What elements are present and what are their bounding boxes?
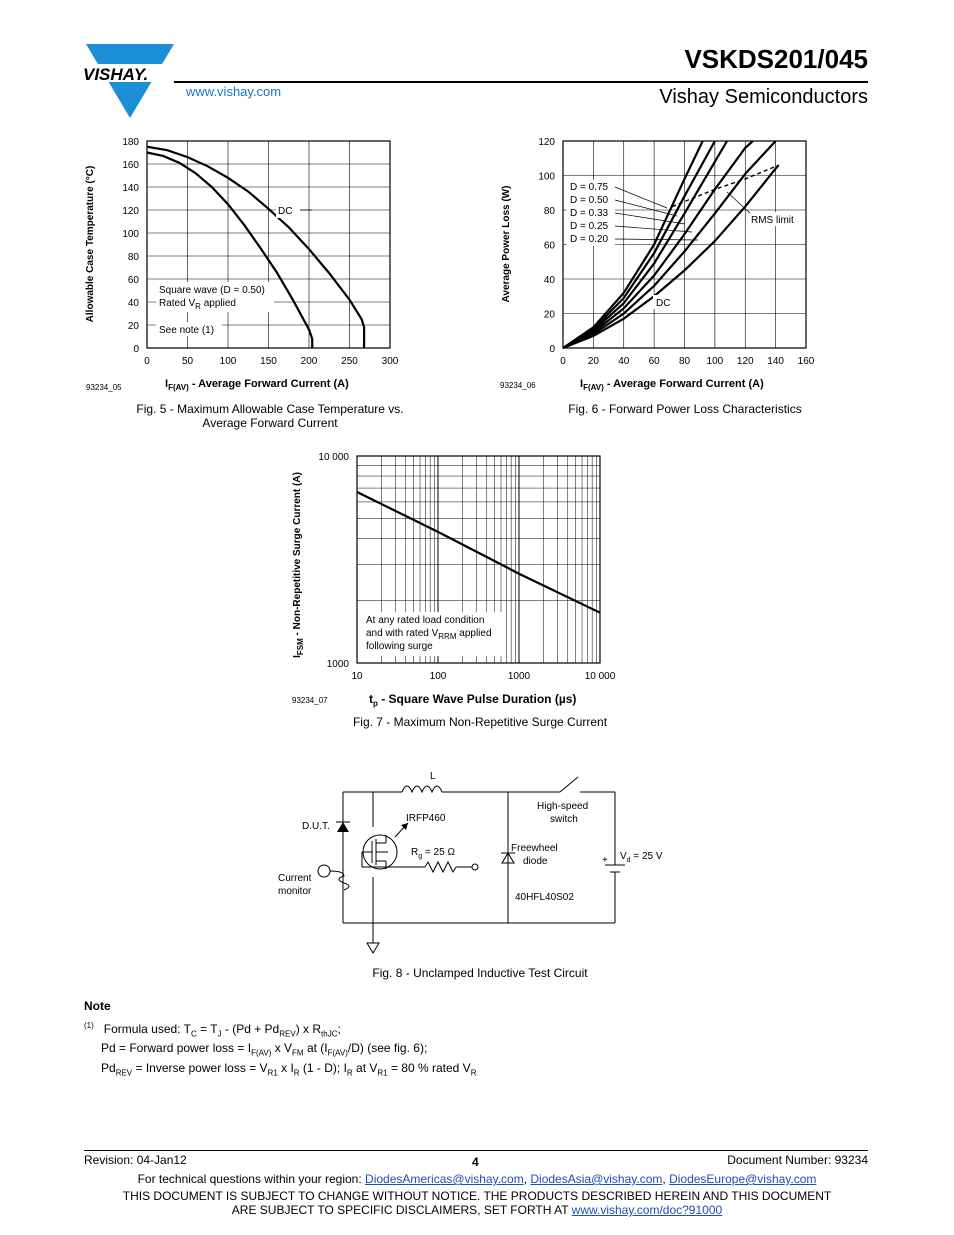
fig6-label-d050: D = 0.50 (570, 195, 609, 206)
disclaimer-link[interactable]: www.vishay.com/doc?91000 (571, 1203, 723, 1217)
x-tick-label: 120 (736, 356, 754, 367)
series-line-square-wave-d-0-50- (147, 153, 312, 349)
x-tick-label: 10 000 (584, 671, 616, 682)
x-tick-label: 150 (260, 356, 277, 367)
y-tick-label: 20 (543, 309, 555, 321)
fig6-label-d075: D = 0.75 (570, 182, 609, 193)
x-tick-label: 250 (341, 356, 358, 367)
y-tick-label: 60 (127, 275, 139, 286)
x-tick-label: 160 (797, 356, 815, 367)
x-tick-label: 100 (219, 356, 237, 367)
y-tick-label: 60 (543, 240, 555, 252)
fig7-code: 93234_07 (292, 696, 328, 705)
x-tick-label: 20 (587, 356, 599, 367)
y-tick-label: 10 000 (318, 452, 349, 463)
logo-text: VISHAY. (83, 65, 149, 84)
fig8-caption: Fig. 8 - Unclamped Inductive Test Circuit (372, 966, 588, 980)
series-line-main (357, 492, 600, 613)
note-line1: $^{(1)}$ Formula used: $T_C = T_J - (Pd + Pd_{REV})$ x $R_{thJC}$; (84, 1021, 341, 1039)
x-tick-label: 300 (381, 356, 399, 367)
footer-doc-number: Document Number: 93234 (727, 1153, 868, 1167)
website-link[interactable]: www.vishay.com (186, 84, 282, 99)
footer-rule (84, 1150, 868, 1151)
y-tick-label: 120 (122, 206, 139, 217)
y-tick-label: 140 (122, 183, 139, 194)
label-diode: diode (523, 856, 548, 867)
fig6-chart (495, 130, 825, 395)
part-number-title: VSKDS201/045 (684, 44, 868, 74)
disclaimer-line2-prefix: ARE SUBJECT TO SPECIFIC DISCLAIMERS, SET FORTH AT (231, 1203, 572, 1217)
vishay-logo (82, 44, 178, 118)
label-high-speed: High-speed (537, 801, 589, 812)
fig5-caption-line1: Fig. 5 - Maximum Allowable Case Temperature vs. (136, 402, 404, 416)
label-vd: $V_d = 25$ V (620, 851, 663, 864)
fig7-chart (285, 445, 625, 710)
fig5-x-axis-label: $I_{F(AV)}$ - Average Forward Current (A) (165, 378, 349, 392)
header-rule (174, 81, 868, 83)
fig6-label-d025: D = 0.25 (570, 221, 609, 232)
fig7-caption: Fig. 7 - Maximum Non-Repetitive Surge Current (352, 715, 608, 729)
y-tick-label: 100 (122, 229, 139, 240)
fig6-caption: Fig. 6 - Forward Power Loss Characteristics (568, 402, 802, 416)
contact-prefix: For technical questions within your region: (137, 1172, 366, 1186)
company-subtitle: Vishay Semiconductors (659, 86, 868, 108)
note-heading: Note (84, 999, 111, 1013)
footer-page: 4 (472, 1155, 479, 1169)
y-tick-label: 180 (122, 137, 139, 148)
footer-contact (0, 1172, 954, 1186)
note-line3-text: Pd (101, 1060, 116, 1075)
y-tick-label: 160 (122, 160, 139, 171)
leader-d020 (615, 239, 698, 240)
note-line2-text: Pd = Forward power loss = I (101, 1041, 252, 1056)
contact-sep1: , (523, 1172, 531, 1186)
label-dut: D.U.T. (302, 821, 330, 832)
label-plus: + (602, 855, 608, 866)
x-tick-label: 10 (351, 671, 363, 682)
fig5-chart (80, 130, 410, 395)
y-tick-label: 40 (543, 275, 555, 286)
label-switch: switch (550, 814, 578, 825)
fig5-see-note-label: See note (1) (159, 325, 215, 336)
label-rg: $R_g = 25$ Ω (411, 847, 455, 860)
leader-d025 (615, 226, 692, 232)
footer-revision: Revision: 04-Jan12 (84, 1153, 187, 1167)
label-monitor: monitor (278, 886, 312, 897)
contact-sep2: , (662, 1172, 670, 1186)
x-tick-label: 0 (144, 356, 150, 367)
series-line-dc (147, 147, 364, 348)
fig6-label-d020: D = 0.20 (570, 234, 609, 245)
x-tick-label: 40 (618, 356, 630, 367)
note-line3: $Pd_{REV}$ = Inverse power loss = $V_{R1}$ x $I_R$ (1 - D); $I_R$ at $V_{R1} = 80$ % rated $V_R$ (101, 1060, 477, 1078)
x-tick-label: 50 (181, 356, 194, 367)
label-irfp: IRFP460 (406, 813, 446, 824)
fig7-x-axis-label: $t_p$ - Square Wave Pulse Duration (µs) (369, 692, 577, 708)
x-tick-label: 100 (429, 671, 447, 682)
disclaimer-line2 (0, 1203, 954, 1217)
y-tick-label: 120 (538, 137, 555, 148)
y-tick-label: 40 (127, 298, 139, 309)
fig6-x-axis-label: $I_{F(AV)}$ - Average Forward Current (A) (580, 378, 764, 392)
x-tick-label: 0 (560, 356, 566, 367)
x-tick-label: 140 (767, 356, 784, 367)
x-tick-label: 200 (300, 356, 318, 367)
y-tick-label: 80 (543, 206, 555, 217)
fig5-code: 93234_05 (86, 383, 122, 392)
leader-d075 (615, 187, 667, 208)
note-marker: (1) (84, 1021, 94, 1030)
label-inductor: L (430, 771, 436, 782)
fig6-y-axis-label: Average Power Loss (W) (501, 185, 512, 303)
note-body (84, 1019, 476, 1080)
fig5-rated-vr-label: Rated $V_R$ applied (159, 298, 236, 311)
fig5-y-axis-label: Allowable Case Temperature (°C) (85, 165, 96, 323)
label-part: 40HFL40S02 (515, 892, 574, 903)
x-tick-label: 80 (678, 356, 691, 367)
y-tick-label: 0 (133, 344, 139, 355)
y-tick-label: 20 (127, 321, 139, 332)
fig6-dc-label: DC (656, 298, 671, 309)
leader-d050 (615, 200, 677, 216)
fig8-circuit (270, 765, 690, 965)
disclaimer-line1: THIS DOCUMENT IS SUBJECT TO CHANGE WITHOUT NOTICE. THE PRODUCTS DESCRIBED HEREIN AND THIS DOCUMENT (122, 1189, 832, 1203)
y-tick-label: 1000 (326, 659, 349, 670)
y-tick-label: 100 (538, 171, 555, 183)
fig6-code: 93234_06 (500, 381, 536, 390)
fig5-dc-label: DC (278, 206, 293, 217)
footer-disclaimer (0, 1189, 954, 1217)
label-freewheel: Freewheel (511, 843, 558, 854)
y-tick-label: 0 (549, 344, 555, 355)
fig6-rms-label: RMS limit (751, 215, 794, 226)
email-europe-link[interactable]: DiodesEurope@vishay.com (669, 1172, 817, 1186)
fig6-label-d033: D = 0.33 (570, 208, 609, 219)
note-line1-text: Formula used: T (103, 1022, 191, 1036)
fig7-annotation-line1: At any rated load condition (366, 615, 485, 626)
email-americas-link[interactable]: DiodesAmericas@vishay.com (365, 1172, 524, 1186)
x-tick-label: 1000 (507, 671, 531, 682)
label-current: Current (278, 873, 312, 884)
fig5-caption (120, 402, 420, 430)
fig5-caption-line2: Average Forward Current (202, 416, 338, 430)
x-tick-label: 60 (648, 356, 660, 367)
y-tick-label: 80 (127, 252, 139, 263)
x-tick-label: 100 (706, 356, 724, 367)
email-asia-link[interactable]: DiodesAsia@vishay.com (530, 1172, 663, 1186)
fig5-square-wave-label: Square wave (D = 0.50) (159, 285, 265, 296)
fig7-annotation-line2: and with rated $V_{RRM}$ applied (366, 628, 492, 641)
fig7-annotation-line3: following surge (366, 641, 433, 652)
fig7-y-axis-label: $I_{FSM}$ - Non-Repetitive Surge Current (A) (292, 472, 305, 658)
note-line2: Pd = Forward power loss = $I_{F(AV)}$ x $V_{FM}$ at $(I_{F(AV)}/D)$ (see fig. 6); (101, 1041, 428, 1058)
